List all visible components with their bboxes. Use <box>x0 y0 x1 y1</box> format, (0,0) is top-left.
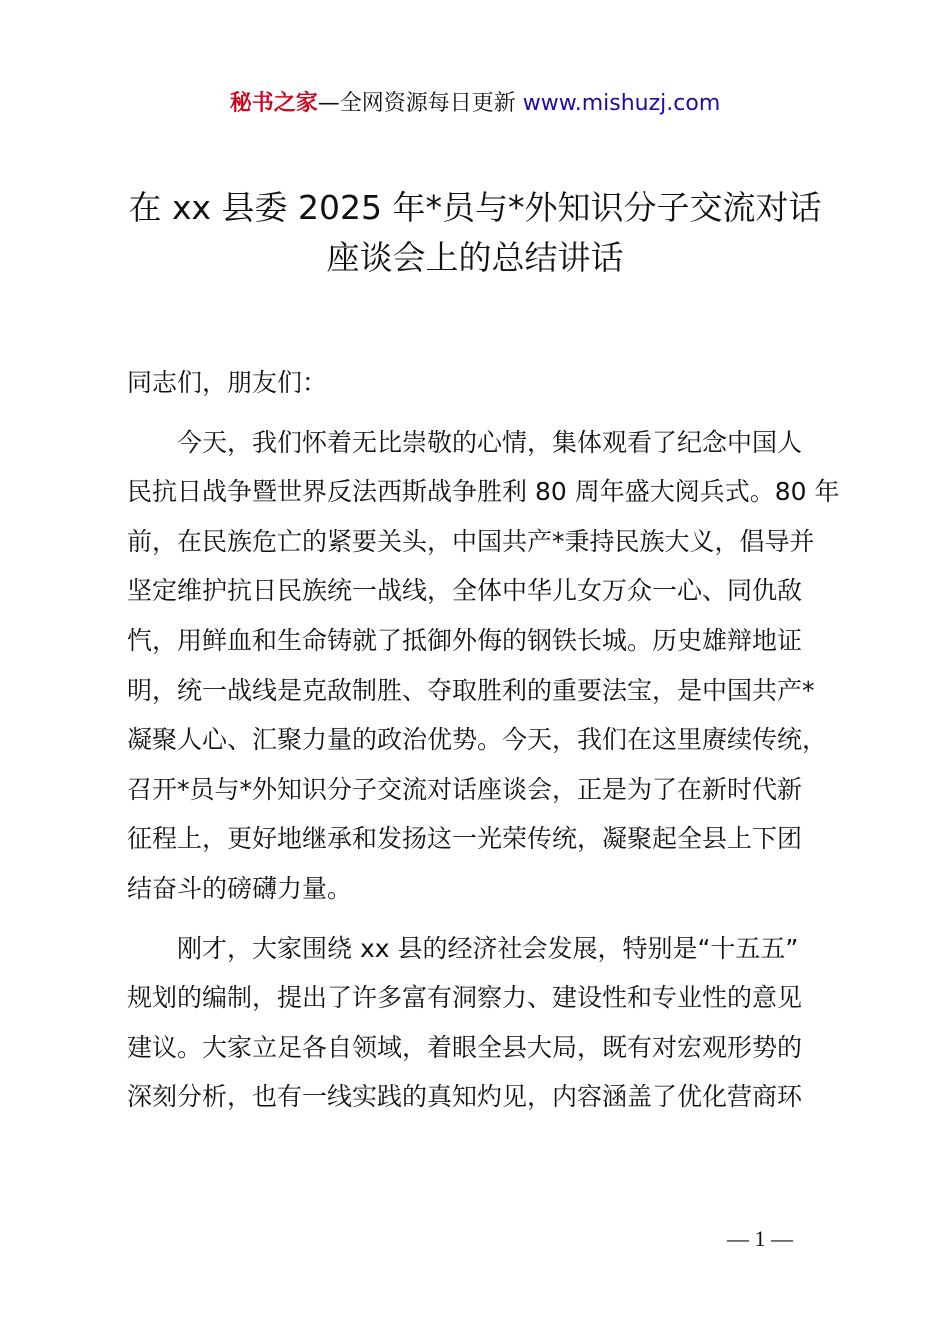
paragraph-2 <box>127 924 835 1122</box>
text-line: 前，在民族危亡的紧要关头，中国共产*秉持民族大义，倡导并 <box>127 526 815 556</box>
text-line: 召开*员与*外知识分子交流对话座谈会，正是为了在新时代新 <box>127 774 803 804</box>
header-tagline: —全网资源每日更新 <box>317 91 523 116</box>
text-line: 结奋斗的磅礴力量。 <box>127 873 353 903</box>
text-line: 忾，用鲜血和生命铸就了抵御外侮的钢铁长城。历史雄辩地证 <box>127 625 803 655</box>
title-line-2: 座谈会上的总结讲话 <box>326 238 624 277</box>
text-line: 建议。大家立足各自领域，着眼全县大局，既有对宏观形势的 <box>127 1032 803 1062</box>
text-line: 深刻分析，也有一线实践的真知灼见，内容涵盖了优化营商环 <box>127 1082 803 1112</box>
text-line: 民抗日战争暨世界反法西斯战争胜利 80 周年盛大阅兵式。80 年 <box>127 477 840 507</box>
site-header <box>0 88 950 120</box>
page-number: — 1 — <box>727 1226 793 1251</box>
text-line: 明，统一战线是克敌制胜、夺取胜利的重要法宝，是中国共产* <box>127 675 815 705</box>
text-line: 规划的编制，提出了许多富有洞察力、建设性和专业性的意见 <box>127 983 803 1013</box>
paragraph-1 <box>127 418 840 914</box>
document-title <box>60 183 890 283</box>
text-line: 坚定维护抗日民族统一战线，全体中华儿女万众一心、同仇敌 <box>127 576 803 606</box>
title-line-1: 在 xx 县委 2025 年*员与*外知识分子交流对话 <box>128 188 822 227</box>
brand-name: 秘书之家 <box>229 91 318 116</box>
salutation: 同志们，朋友们： <box>127 368 328 397</box>
site-url-link[interactable]: www.mishuzj.com <box>522 91 721 116</box>
text-line: 凝聚人心、汇聚力量的政治优势。今天，我们在这里赓续传统， <box>127 725 828 755</box>
document-body <box>127 358 840 1132</box>
text-line: 今天，我们怀着无比崇敬的心情，集体观看了纪念中国人 <box>177 427 803 457</box>
text-line: 刚才，大家围绕 xx 县的经济社会发展，特别是“十五五” <box>177 933 799 963</box>
text-line: 征程上，更好地继承和发扬这一光荣传统，凝聚起全县上下团 <box>127 824 803 854</box>
